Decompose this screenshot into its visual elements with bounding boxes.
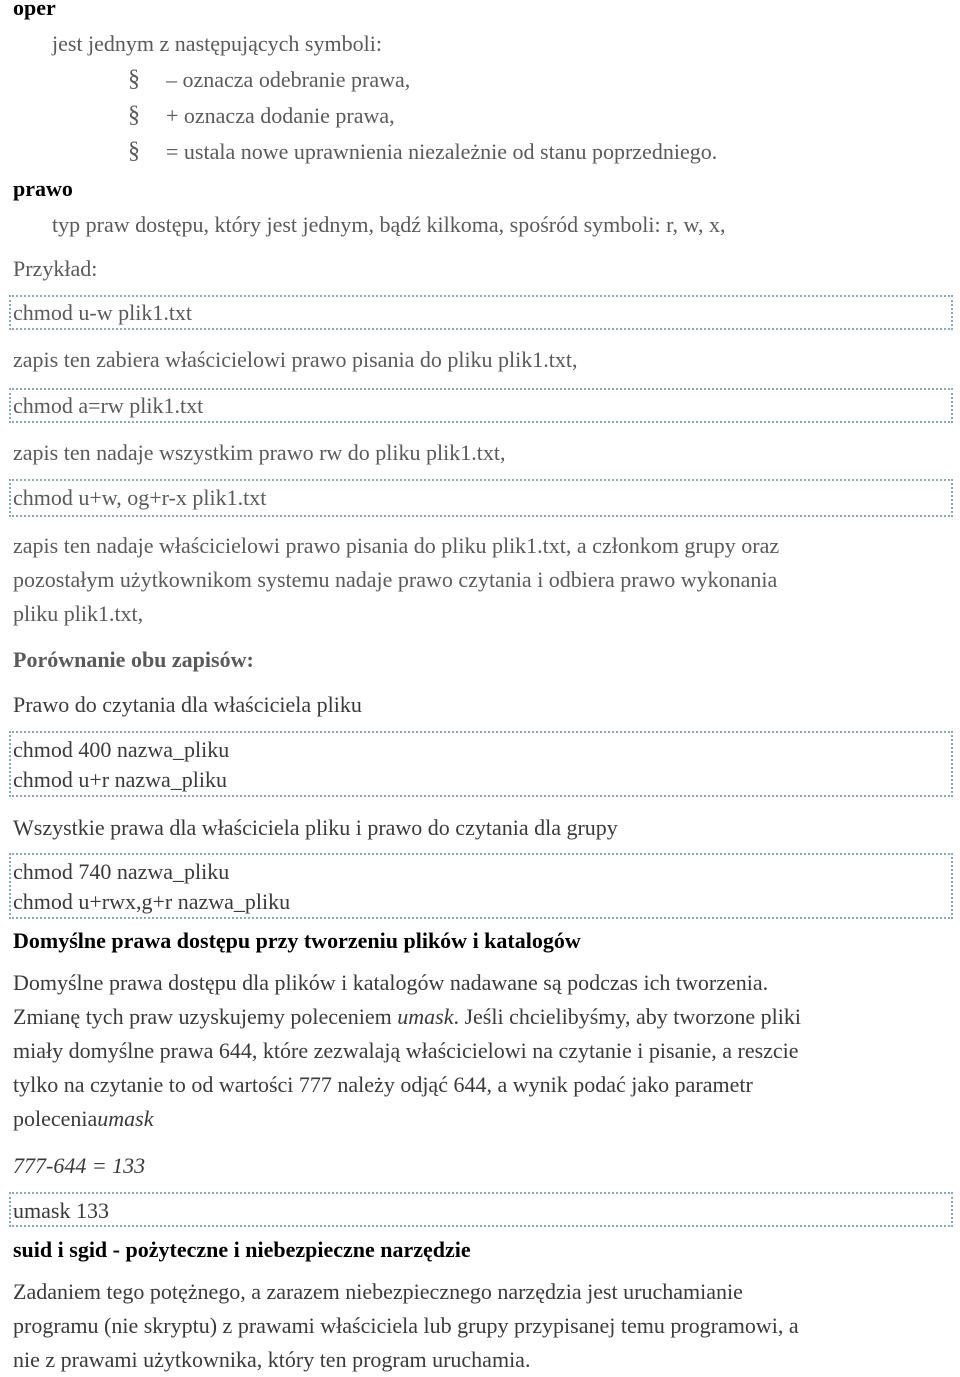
oper-intro: jest jednym z następujących symboli: [52, 31, 382, 56]
command-text: umask 133 [13, 1198, 109, 1223]
paragraph-line: Domyślne prawa dostępu dla plików i katalogów nadawane są podczas ich tworzenia. [13, 970, 769, 995]
paragraph-line: tylko na czytanie to od wartości 777 należy odjąć 644, a wynik podać jako parametr [13, 1072, 753, 1097]
formula-text: 777-644 = 133 [13, 1153, 146, 1178]
oper-heading: oper [13, 0, 56, 20]
command-text: chmod 740 nazwa_pliku [13, 859, 230, 884]
explanation-text: pliku plik1.txt, [13, 601, 144, 626]
paragraph-line: Zadaniem tego potężnego, a zarazem niebezpiecznego narzędzia jest uruchamianie [13, 1279, 743, 1304]
umask-term: umask [397, 1004, 454, 1029]
command-text: chmod u+w, og+r-x plik1.txt [13, 485, 267, 510]
prawo-description: typ praw dostępu, który jest jednym, bądź kilkoma, spośród symboli: r, w, x, [52, 212, 726, 237]
command-text: chmod a=rw plik1.txt [13, 393, 204, 418]
paragraph-line: poleceniaumask [13, 1106, 154, 1131]
suid-paragraph [13, 1275, 948, 1377]
oper-item: + oznacza dodanie prawa, [166, 103, 395, 128]
paragraph-line: miały domyślne prawa 644, które zezwalają właścicielowi na czytanie i pisanie, a reszcie [13, 1038, 799, 1063]
oper-item: – oznacza odebranie prawa, [166, 67, 411, 92]
comparison-heading: Porównanie obu zapisów: [13, 647, 254, 672]
explanation-text: zapis ten zabiera właścicielowi prawo pisania do pliku plik1.txt, [13, 347, 578, 372]
umask-term: umask [97, 1106, 154, 1131]
section-bullet-icon: § [128, 102, 140, 128]
example-label: Przykład: [13, 256, 98, 281]
explanation-text: zapis ten nadaje wszystkim prawo rw do pliku plik1.txt, [13, 440, 506, 465]
paragraph-line: nie z prawami użytkownika, który ten program uruchamia. [13, 1347, 531, 1372]
command-text: chmod u+rwx,g+r nazwa_pliku [13, 889, 291, 914]
explanation-text: pozostałym użytkownikom systemu nadaje prawo czytania i odbiera prawo wykonania [13, 567, 778, 592]
explanation-text: zapis ten nadaje właścicielowi prawo pisania do pliku plik1.txt, a członkom grupy oraz [13, 533, 780, 558]
defaults-heading: Domyślne prawa dostępu przy tworzeniu plików i katalogów [13, 928, 581, 953]
suid-heading: suid i sgid - pożyteczne i niebezpieczne narzędzie [13, 1237, 471, 1262]
prawo-heading: prawo [13, 176, 73, 201]
case-description: Wszystkie prawa dla właściciela pliku i prawo do czytania dla grupy [13, 815, 618, 840]
code-box [9, 1192, 953, 1227]
command-text: chmod u+r nazwa_pliku [13, 767, 228, 792]
paragraph-line: programu (nie skryptu) z prawami właściciela lub grupy przypisanej temu programowi, a [13, 1313, 799, 1338]
section-bullet-icon: § [128, 66, 140, 92]
oper-item: = ustala nowe uprawnienia niezależnie od stanu poprzedniego. [166, 139, 718, 164]
command-text: chmod u-w plik1.txt [13, 300, 193, 325]
defaults-paragraph [13, 966, 948, 1136]
case-description: Prawo do czytania dla właściciela pliku [13, 692, 362, 717]
section-bullet-icon: § [128, 138, 140, 164]
paragraph-line: Zmianę tych praw uzyskujemy poleceniem umask. Jeśli chcielibyśmy, aby tworzone pliki [13, 1004, 801, 1029]
command-text: chmod 400 nazwa_pliku [13, 737, 230, 762]
